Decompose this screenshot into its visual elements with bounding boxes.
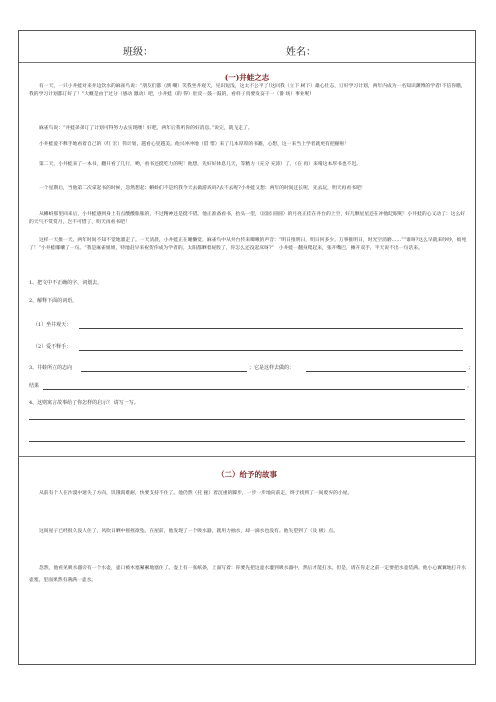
section-divider bbox=[19, 456, 475, 457]
name-label: 姓名： bbox=[286, 47, 316, 58]
section2-paragraph: 忽然，他看见吸水器旁有一个水壶，壶口被木塞紧紧地塞住了。壶上有一张纸条，上面写着：你要先把这壶水灌到吸水器中，然后才能打水。但是，请在你走之前一定要把水壶装满。他小心翼翼地打开水壶塞，里面果然有满满一壶水。 bbox=[29, 566, 466, 583]
section1-paragraph: 麻雀鸟说：“井蛙弟弟订了计划可得努力去实现噢！好吧，两年后我听你的好消息。”说完，就飞走了。 bbox=[39, 126, 253, 131]
section1-paragraph: 一个星期后，当他第二次拿起书的时候，忽然想起：蝌蚪们不是约我今天去做游戏吗?去不去呢?小井蛙又想：两年的时间还长呢，先去玩，明天再看书吧！ bbox=[39, 186, 366, 191]
question-3-result: 结果 bbox=[29, 383, 40, 389]
section1-paragraph: 第二天，小井蛙来了一本书，翻开看了几行，哟，看书还挺吃力的呢！他想，先好好休息几天，等精力（充分 充沛）了，（在 再）来啃这本厚书也不迟。 bbox=[39, 162, 362, 167]
question-3-end: ； bbox=[468, 365, 474, 371]
answer-line-4b[interactable] bbox=[29, 441, 465, 442]
question-2a-label: （1）坐井观天： bbox=[33, 322, 72, 328]
class-label: 班级： bbox=[123, 47, 153, 58]
question-4: 4、这则寓言故事给了你怎样的启示？ 请写一写。 bbox=[29, 400, 139, 406]
answer-line-2a[interactable] bbox=[79, 328, 463, 329]
answer-line-3a[interactable] bbox=[81, 371, 247, 372]
question-1: 1、把文中不正确的字、词划去。 bbox=[29, 280, 103, 286]
answer-line-3c[interactable] bbox=[43, 389, 465, 390]
question-2b-label: （2）爱不释手： bbox=[33, 344, 72, 350]
section1-paragraph: 从蝌蚪那里回来后，小井蛙感到身上有点酸酸胀胀的，不过精神还是挺不错。他正准备看书，抬头一望，（园园 圆圆）的月亮正挂在井台的上空，好几颗星星还在冲他眨眼呢！小井蛙的心又动了：这么好的天气不赏赏月，岂不可惜了，明天再看书吧！ bbox=[29, 212, 466, 226]
answer-line-4a[interactable] bbox=[29, 419, 465, 420]
section2-paragraph: 这间屋子已经很久没人住了，风吹日晒中摇摇欲坠。在屋前，他发现了一个吸水器，就用力抽水，却一滴水也没有。他失望到了（及 极）点。 bbox=[39, 529, 338, 534]
answer-line-3b[interactable] bbox=[306, 371, 466, 372]
section1-paragraph: 小井蛙爱不释手地看着自己的（红 宏）伟计划，越看心里越美。他兴冲冲地（借 惜）来了几本厚厚的书籍，心想，这一来当上学者就更有把握啦！ bbox=[39, 142, 350, 147]
question-3-mid: ；它是这样去做的： bbox=[249, 365, 295, 371]
section2-paragraph: 从前有个人在沙漠中迷失了方向，饥饿渴难耐，快要支持不住了。他仍然（托 拖）着沉重的脚步，一步一步地向前走，终于找到了一间废弃的小屋。 bbox=[39, 491, 353, 496]
question-3-start: 3、井蛙所立的志向 bbox=[29, 365, 73, 371]
section2-title: （二）给予的故事 bbox=[217, 470, 277, 479]
section1-title: (一)井蛙之志 bbox=[224, 73, 270, 82]
question-3-dot: 。 bbox=[467, 383, 473, 389]
question-2: 2、解释下面的词语。 bbox=[29, 298, 78, 304]
header-row bbox=[19, 31, 475, 63]
section1-paragraph: 有一天，一只小井蛙对来井边饮水的麻雀鸟说：“朋友们都（测 嘲）笑我坐井观天，见识短浅，这太不公平了!这回我（立下 树下）雄心壮志，订好学习计划，两年内成为一名知识渊博的学者!不信你瞧，我的学习计划都订好了！”大概是由于过分（感动 激动）吧，小井蛙（的 得）肚皮一鼓一鼓的，看样子真要发奋干一（番 场）事业呢! bbox=[29, 84, 466, 98]
section1-paragraph: 这样一天推一天，两年时间不知不觉地溜走了。一天清晨，小井蛙正在睡懒觉，麻雀鸟中从井台传来唧啾的声音：“明日推明日，明日何多少。万事推明日，时光空消磨……”“谁呀?这么早就来吵吵，烦死了！”小井蛙嘟囔了一句。“我是麻雀姐姐，特地赶早来祝贺你成为学者的。太阳都晒着屁股了，你怎么还没起床呀?” 小井蛙一翻身爬起来，张开嘴巴，摊开双手，半天说不出一句话来。 bbox=[29, 238, 467, 252]
answer-line-2b[interactable] bbox=[79, 350, 463, 351]
worksheet-frame bbox=[18, 30, 476, 665]
